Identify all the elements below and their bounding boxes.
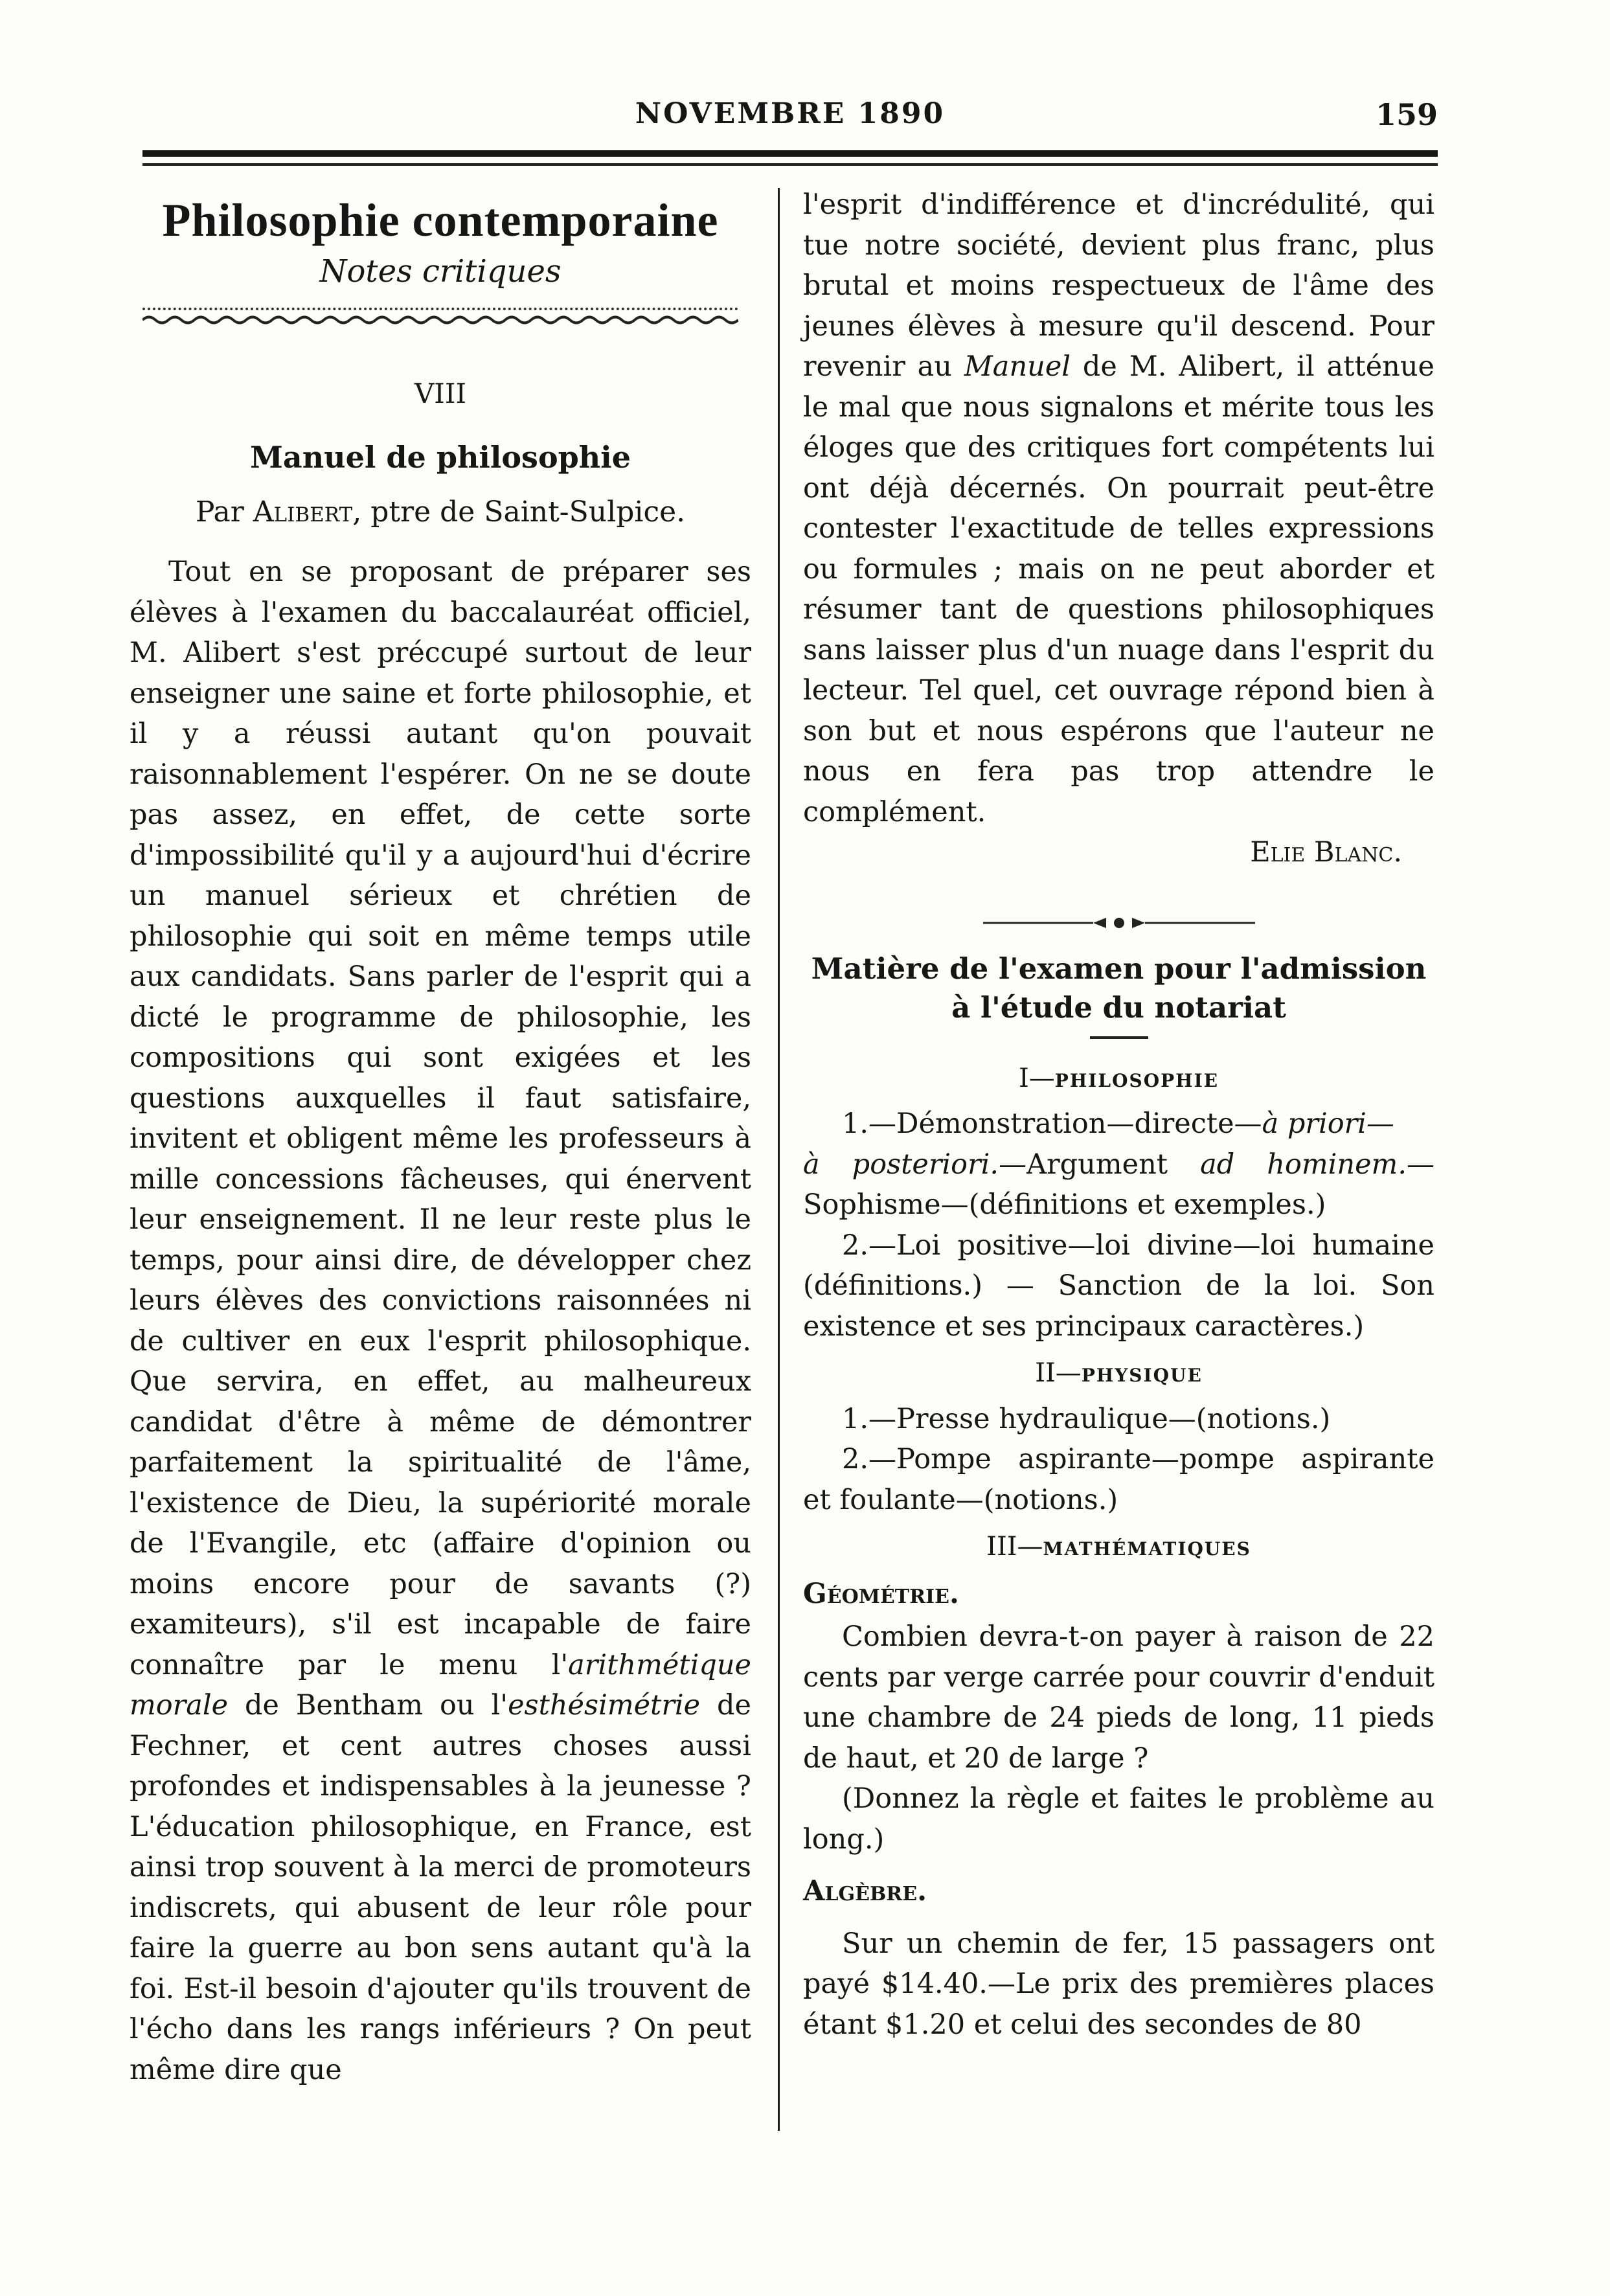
byline-prefix: Par: [195, 495, 253, 529]
item-text: —Argument: [999, 1148, 1201, 1181]
review-italic-esthesimetrie: esthésimétrie: [508, 1689, 701, 1722]
subhead-name: MATHÉMATIQUES: [1043, 1538, 1251, 1560]
algebra-label: Algèbre.: [803, 1875, 927, 1907]
list-item: 2.—Pompe aspirante—pompe aspirante et foulante—(notions.): [803, 1443, 1434, 1516]
header-rule-thin: [142, 163, 1438, 166]
header-rule-thick: [142, 150, 1438, 157]
article-title: Philosophie contemporaine: [162, 194, 719, 246]
continuation-text-b: de M. Alibert, il atténue le mal que nous signalons et mérite tous les éloges que des critiques fort compétents lui ont déjà décernés. On pourrait peut-être contester l'exactitude de telles expressions ou formules ; mais on ne peut aborder et résumer tant de questions philosophiques sans laisser plus d'un nuage dans l'esprit du lecteur. Tel quel, cet ouvrage répond bien à son but et nous espérons que l'auteur ne nous en fera pas trop attendre le complément.: [803, 350, 1434, 828]
item-italic: à posteriori.: [803, 1148, 999, 1181]
ornament-divider: [983, 913, 1255, 933]
geometry-problem: Combien devra-t-on payer à raison de 22 cents par verge carrée pour couvrir d'enduit une chambre de 24 pieds de long, 11 pieds de haut, et 20 de large ?: [803, 1620, 1434, 1775]
exam-title-line2: à l'étude du notariat: [951, 990, 1286, 1025]
geometry-note: (Donnez la règle et faites le problème au long.): [803, 1782, 1434, 1856]
review-continuation: [803, 185, 1434, 832]
review-paragraph: [130, 552, 751, 2090]
list-item: [803, 1104, 1434, 1225]
byline: [130, 492, 751, 533]
continuation-text-a: l'esprit d'indifférence et d'incrédulité, qui tue notre société, devient plus franc, plus brutal et moins respectueux de l'âme des jeunes élèves à mesure qu'il descend. Pour revenir au: [803, 188, 1434, 383]
review-text-b: de Bentham ou l': [228, 1689, 508, 1722]
exam-title-line1: Matière de l'examen pour l'admission: [811, 951, 1427, 986]
subhead-philosophie: [803, 1058, 1434, 1102]
item-text: 1.—Démonstration—directe—: [842, 1108, 1262, 1140]
subhead-name: PHILOSOPHIE: [1054, 1069, 1219, 1091]
signature: Elie Blanc.: [1250, 836, 1402, 869]
list-item: 1.—Presse hydraulique—(notions.): [842, 1402, 1331, 1435]
continuation-italic-manuel: Manuel: [964, 350, 1071, 383]
right-column: [803, 185, 1434, 2045]
byline-suffix: , ptre de Saint-Sulpice.: [352, 495, 686, 529]
item-italic: à priori—: [1262, 1108, 1394, 1140]
review-italic-arithmetique: arithmétique morale: [130, 1648, 751, 1722]
section-number: VIII: [414, 377, 467, 409]
running-title: NOVEMBRE 1890: [635, 97, 946, 130]
review-text-c: de Fechner, et cent autres choses aussi profondes et indispensables à la jeunesse ? L'éducation philosophique, en France, est ainsi trop souvent à la merci de promoteurs indiscrets, qui abusent de leur rôle pour faire la guerre au bon sens autant qu'à la foi. Est-il besoin d'ajouter qu'ils trouvent de l'écho dans les rangs inférieurs ? On peut même dire que: [130, 1689, 751, 2086]
dotted-rule: [142, 308, 738, 310]
left-column: [130, 185, 751, 2090]
subhead-mathematiques: [803, 1527, 1434, 1570]
subhead-num: I—: [1018, 1063, 1055, 1093]
article-subtitle: Notes critiques: [319, 253, 561, 290]
wavy-rule: [142, 314, 738, 326]
work-title: Manuel de philosophie: [250, 440, 631, 475]
page-header: [142, 97, 1438, 142]
algebra-problem: Sur un chemin de fer, 15 passagers ont payé $14.40.—Le prix des premières places étant $1.20 et celui des secondes de 80: [803, 1927, 1434, 2041]
subhead-physique: [803, 1353, 1434, 1396]
geometry-label: Géométrie.: [803, 1577, 959, 1610]
column-divider: [778, 188, 780, 2131]
subhead-num: III—: [986, 1532, 1043, 1562]
subhead-name: PHYSIQUE: [1081, 1365, 1203, 1386]
page-number: 159: [1375, 97, 1438, 132]
short-rule: [1090, 1036, 1148, 1039]
item-italic: ad hominem.: [1200, 1148, 1407, 1181]
list-item: 2.—Loi positive—loi divine—loi humaine (définitions.) — Sanction de la loi. Son existence et ses principaux caractères.): [803, 1229, 1434, 1343]
subhead-num: II—: [1035, 1358, 1082, 1388]
review-text-a: Tout en se proposant de préparer ses élèves à l'examen du baccalauréat officiel, M. Alibert s'est préccupé surtout de leur enseigner une saine et forte philosophie, et il y a réussi autant qu'on pouvait raisonnablement l'espérer. On ne se doute pas assez, en effet, de cette sorte d'impossibilité qu'il y a aujourd'hui d'écrire un manuel sérieux et chrétien de philosophie qui soit en même temps utile aux candidats. Sans parler de l'esprit qui a dicté le programme de philosophie, les compositions qui sont exigées et les questions auxquelles il faut satisfaire, invitent et obligent même les professeurs à mille concessions fâcheuses, qui énervent leur enseignement. Il ne leur reste plus le temps, pour ainsi dire, de développer chez leurs élèves des convictions raisonnées ni de cultiver en eux l'esprit philosophique. Que servira, en effet, au malheureux candidat d'être à même de démontrer parfaitement la spiritualité de l'âme, l'existence de Dieu, la supériorité morale de l'Evangile, etc (affaire d'opinion ou moins encore pour de savants (?) examiteurs), s'il est incapable de faire connaître par le menu l': [130, 556, 751, 1681]
item-text: —Sophisme—(définitions et exemples.): [803, 1148, 1434, 1221]
byline-author: Alibert: [253, 495, 353, 529]
